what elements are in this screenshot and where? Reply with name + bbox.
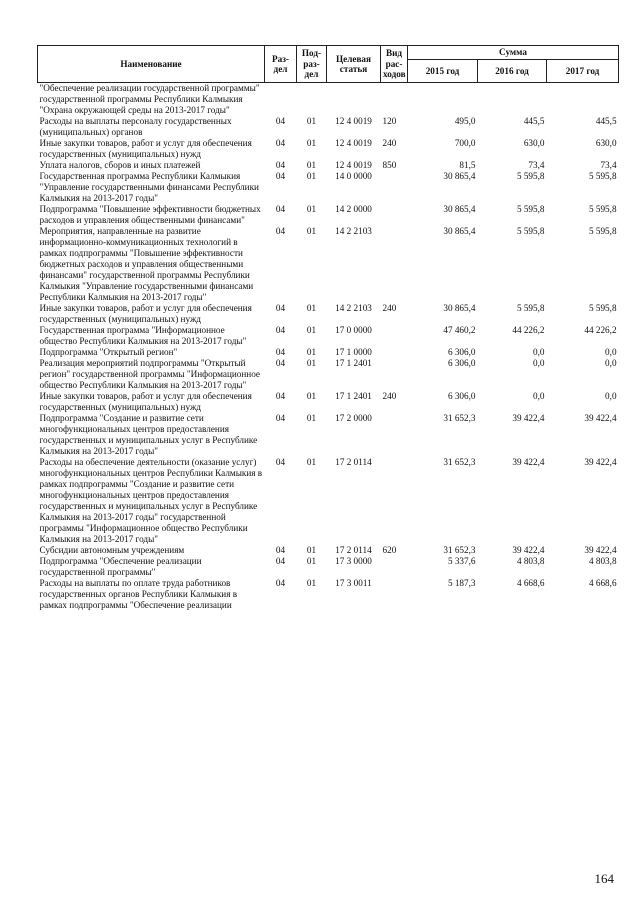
header-2015: 2015 год: [408, 60, 478, 83]
row-name: "Обеспечение реализации государственной программы" государственной программы Республики Калмыкия "Охрана окружающей среды на 2013-2017 годы": [39, 83, 260, 115]
row-target-article: 14 0 0000: [335, 171, 372, 181]
row-podrazdel: 01: [306, 578, 317, 588]
row-podrazdel: 01: [306, 325, 317, 335]
table-row: [38, 303, 619, 325]
row-target-article: 17 1 2401: [335, 358, 372, 368]
row-target-article: 12 4 0019: [335, 160, 372, 170]
row-razdel: 04: [275, 457, 286, 467]
row-expense-type: [381, 578, 408, 611]
row-sum-2015: 6 306,0: [447, 391, 476, 401]
row-expense-type: 620: [382, 545, 397, 555]
row-name: Подпрограмма "Обеспечение реализации государственной программы": [39, 556, 202, 577]
row-razdel: 04: [275, 171, 286, 181]
row-sum-2015: [408, 83, 478, 117]
row-name: Расходы на выплаты по оплате труда работников государственных органов Республики Калмыкия в рамках подпрограммы "Обеспечение реализации: [39, 578, 238, 610]
row-sum-2016: 630,0: [523, 138, 545, 148]
table-row: [38, 578, 619, 611]
row-expense-type: [381, 413, 408, 457]
row-razdel: 04: [275, 545, 286, 555]
row-sum-2015: 30 865,4: [443, 303, 476, 313]
row-razdel: 04: [275, 358, 286, 368]
row-sum-2017: 73,4: [600, 160, 617, 170]
row-target-article: 12 4 0019: [335, 138, 372, 148]
row-sum-2017: 5 595,8: [588, 171, 617, 181]
row-sum-2017: [547, 83, 619, 117]
row-razdel: 04: [275, 160, 286, 170]
row-sum-2016: 39 422,4: [512, 457, 545, 467]
row-sum-2015: 81,5: [459, 160, 476, 170]
row-sum-2016: 5 595,8: [516, 171, 545, 181]
row-target-article: 17 2 0114: [335, 457, 372, 467]
row-sum-2015: 5 337,6: [447, 556, 476, 566]
row-sum-2016: 39 422,4: [512, 413, 545, 423]
row-expense-type: [381, 226, 408, 303]
row-target-article: 14 2 2103: [335, 303, 372, 313]
table-row: [38, 358, 619, 391]
row-expense-type: 120: [382, 116, 397, 126]
row-sum-2015: 5 187,3: [447, 578, 476, 588]
row-name: Подпрограмма "Создание и развитие сети многофункциональных центров предоставления государственных и муниципальных услуг в Республике Калмыкия на 2013-2017 годы": [39, 413, 258, 456]
row-name: Мероприятия, направленные на развитие информационно-коммуникационных технологий в рамках подпрограммы "Повышение эффективности бюджетных расходов и управления общественными финансами" государственной программы Республики Калмыкия "Управление государственными финансами Республики Калмыкия на 2013-2017 годы": [39, 226, 254, 302]
row-sum-2016: 4 803,8: [516, 556, 545, 566]
row-sum-2016: [478, 83, 547, 117]
table-row: [38, 457, 619, 545]
table-row: [38, 160, 619, 171]
row-sum-2015: 30 865,4: [443, 171, 476, 181]
row-sum-2017: 5 595,8: [588, 204, 617, 214]
row-target-article: 17 0 0000: [335, 325, 372, 335]
row-sum-2017: 44 226,2: [584, 325, 617, 335]
row-name: Иные закупки товаров, работ и услуг для обеспечения государственных (муниципальных) нужд: [39, 391, 252, 412]
row-expense-type: [381, 325, 408, 347]
row-sum-2017: 5 595,8: [588, 303, 617, 313]
table-row: [38, 83, 619, 117]
row-podrazdel: 01: [306, 556, 317, 566]
row-expense-type: 240: [382, 138, 397, 148]
table-row: [38, 325, 619, 347]
table-row: [38, 391, 619, 413]
table-row: [38, 413, 619, 457]
row-name: Подпрограмма "Повышение эффективности бюджетных расходов и управления общественными финансами": [39, 204, 261, 225]
header-expense-type: Вид рас- ходов: [381, 46, 408, 83]
header-podrazdel: Под- раз- дел: [297, 46, 327, 83]
row-sum-2015: 6 306,0: [447, 347, 476, 357]
row-name: Реализация мероприятий подпрограммы "Открытый регион" государственной программы "Информационное общество Республики Калмыкия на 2013-2017 годы": [39, 358, 261, 390]
row-razdel: 04: [275, 391, 286, 401]
header-target-article: Целевая статья: [327, 46, 381, 83]
row-name: Государственная программа Республики Калмыкия "Управление государственными финансами Республики Калмыкия на 2013-2017 годы": [39, 171, 259, 203]
row-target-article: 17 3 0011: [335, 578, 372, 588]
row-razdel: 04: [275, 325, 286, 335]
row-sum-2015: 30 865,4: [443, 204, 476, 214]
row-name: Субсидии автономным учреждениям: [39, 545, 185, 555]
row-sum-2016: 5 595,8: [516, 226, 545, 236]
row-target-article: 14 2 0000: [335, 204, 372, 214]
header-2017: 2017 год: [547, 60, 619, 83]
row-target-article: 14 2 2103: [335, 226, 372, 236]
row-name: Государственная программа "Информационное общество Республики Калмыкия на 2013-2017 годы": [39, 325, 247, 346]
row-sum-2016: 0,0: [533, 358, 545, 368]
row-podrazdel: 01: [306, 303, 317, 313]
row-sum-2017: 630,0: [595, 138, 617, 148]
row-sum-2016: 445,5: [523, 116, 545, 126]
row-sum-2017: 39 422,4: [584, 413, 617, 423]
row-sum-2016: 73,4: [528, 160, 545, 170]
row-sum-2017: 445,5: [595, 116, 617, 126]
table-row: [38, 347, 619, 358]
row-sum-2015: 6 306,0: [447, 358, 476, 368]
row-sum-2016: 4 668,6: [516, 578, 545, 588]
row-razdel: 04: [275, 204, 286, 214]
row-target-article: 17 2 0000: [335, 413, 372, 423]
row-sum-2017: 5 595,8: [588, 226, 617, 236]
row-sum-2015: 700,0: [454, 138, 476, 148]
row-podrazdel: 01: [306, 138, 317, 148]
row-podrazdel: 01: [306, 545, 317, 555]
row-podrazdel: 01: [306, 204, 317, 214]
row-podrazdel: 01: [306, 358, 317, 368]
row-podrazdel: 01: [306, 171, 317, 181]
table-row: [38, 138, 619, 160]
row-expense-type: [381, 556, 408, 578]
row-target-article: 12 4 0019: [335, 116, 372, 126]
row-sum-2015: 31 652,3: [443, 545, 476, 555]
row-sum-2015: 495,0: [454, 116, 476, 126]
row-sum-2017: 4 803,8: [588, 556, 617, 566]
budget-sheet: [37, 45, 618, 611]
row-sum-2016: 44 226,2: [512, 325, 545, 335]
table-row: [38, 116, 619, 138]
row-name: Иные закупки товаров, работ и услуг для обеспечения государственных (муниципальных) нужд: [39, 138, 252, 159]
header-razdel: Раз- дел: [265, 46, 297, 83]
row-expense-type: 850: [382, 160, 397, 170]
row-razdel: [265, 83, 297, 117]
row-sum-2015: 31 652,3: [443, 457, 476, 467]
row-target-article: 17 1 2401: [335, 391, 372, 401]
row-razdel: 04: [275, 138, 286, 148]
table-row: [38, 226, 619, 303]
row-sum-2016: 5 595,8: [516, 204, 545, 214]
row-podrazdel: 01: [306, 413, 317, 423]
table-row: [38, 204, 619, 226]
row-podrazdel: 01: [306, 226, 317, 236]
row-expense-type: [381, 171, 408, 204]
table-row: [38, 556, 619, 578]
row-podrazdel: 01: [306, 347, 317, 357]
table-header: [38, 46, 619, 83]
row-sum-2017: 39 422,4: [584, 545, 617, 555]
row-razdel: 04: [275, 116, 286, 126]
row-razdel: 04: [275, 556, 286, 566]
row-sum-2017: 0,0: [605, 391, 617, 401]
row-expense-type: [381, 204, 408, 226]
row-name: Расходы на выплаты персоналу государственных (муниципальных) органов: [39, 116, 232, 137]
row-sum-2016: 5 595,8: [516, 303, 545, 313]
row-name: Подпрограмма "Открытый регион": [39, 347, 178, 357]
row-razdel: 04: [275, 413, 286, 423]
page-number: 164: [594, 871, 614, 886]
row-expense-type: 240: [382, 391, 397, 401]
row-target-article: 17 2 0114: [335, 545, 372, 555]
header-sum: Сумма: [408, 46, 619, 60]
row-expense-type: [381, 358, 408, 391]
row-razdel: 04: [275, 226, 286, 236]
row-target-article: 17 1 0000: [335, 347, 372, 357]
row-sum-2017: 39 422,4: [584, 457, 617, 467]
row-name: Расходы на обеспечение деятельности (оказание услуг) многофункциональных центров Республики Калмыкия в рамках подпрограммы "Создание и развитие сети многофункциональных центров предоставления государственных и муниципальных услуг в Республике Калмыкия на 2013-2017 годы" государственной программы "Информационное общество Республики Калмыкия на 2013-2017 годы": [39, 457, 263, 544]
row-sum-2016: 0,0: [533, 391, 545, 401]
row-target-article: 17 3 0000: [335, 556, 372, 566]
row-razdel: 04: [275, 347, 286, 357]
header-2016: 2016 год: [478, 60, 547, 83]
row-target-article: [327, 83, 381, 117]
table-body: [38, 83, 619, 612]
row-sum-2017: 4 668,6: [588, 578, 617, 588]
row-sum-2015: 31 652,3: [443, 413, 476, 423]
row-podrazdel: 01: [306, 116, 317, 126]
row-sum-2016: 39 422,4: [512, 545, 545, 555]
row-sum-2016: 0,0: [533, 347, 545, 357]
budget-table: [37, 45, 619, 611]
table-row: [38, 171, 619, 204]
row-expense-type: [381, 457, 408, 545]
row-podrazdel: 01: [306, 160, 317, 170]
row-podrazdel: 01: [306, 457, 317, 467]
row-name: Уплата налогов, сборов и иных платежей: [39, 160, 201, 170]
row-expense-type: 240: [382, 303, 397, 313]
header-name: Наименование: [38, 46, 265, 83]
row-razdel: 04: [275, 303, 286, 313]
row-sum-2015: 47 460,2: [443, 325, 476, 335]
row-expense-type: [381, 83, 408, 117]
row-expense-type: [381, 347, 408, 358]
row-name: Иные закупки товаров, работ и услуг для обеспечения государственных (муниципальных) нужд: [39, 303, 252, 324]
row-razdel: 04: [275, 578, 286, 588]
row-sum-2017: 0,0: [605, 358, 617, 368]
row-sum-2015: 30 865,4: [443, 226, 476, 236]
row-podrazdel: [297, 83, 327, 117]
table-row: [38, 545, 619, 556]
row-podrazdel: 01: [306, 391, 317, 401]
row-sum-2017: 0,0: [605, 347, 617, 357]
